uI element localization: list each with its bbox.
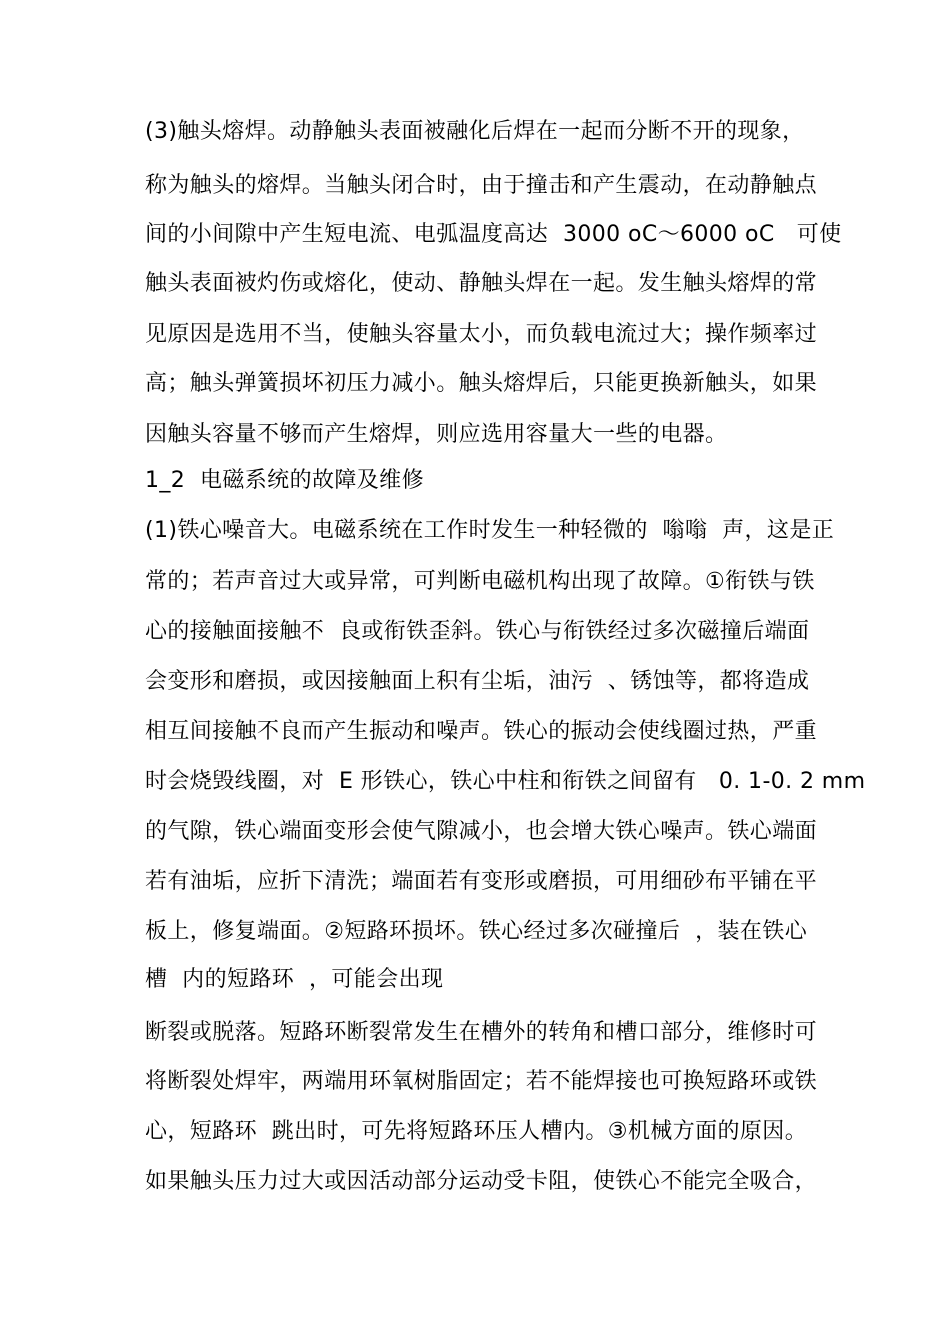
text-line: 槽 内的短路环 ，可能会出现 — [145, 967, 444, 992]
text-line: 心的接触面接触不 良或衔铁歪斜。铁心与衔铁经过多次磁撞后端面 — [145, 619, 810, 644]
text-line: 会变形和磨损，或因接触面上积有尘垢，油污 、锈蚀等，都将造成 — [145, 669, 810, 694]
text-line: 高；触头弹簧损坏初压力减小。触头熔焊后，只能更换新触头，如果 — [145, 371, 818, 396]
text-line: 称为触头的熔焊。当触头闭合时，由于撞击和产生震动，在动静触点 — [145, 173, 818, 198]
text-line: 断裂或脱落。短路环断裂常发生在槽外的转角和槽口部分，维修时可 — [145, 1020, 818, 1045]
text-line: 相互间接触不良而产生振动和噪声。铁心的振动会使线圈过热，严重 — [145, 719, 818, 744]
section-heading: 1_2 电磁系统的故障及维修 — [145, 468, 424, 493]
text-line: 见原因是选用不当，使触头容量太小，而负载电流过大；操作频率过 — [145, 322, 818, 347]
text-line: 将断裂处焊牢，两端用环氧树脂固定；若不能焊接也可换短路环或铁 — [145, 1069, 818, 1094]
text-line: 间的小间隙中产生短电流、电弧温度高达 3000 oC～6000 oC 可使 — [145, 222, 842, 247]
text-line: 心，短路环 跳出时，可先将短路环压人槽内。③机械方面的原因。 — [145, 1119, 808, 1144]
text-line: 板上，修复端面。②短路环损坏。铁心经过多次碰撞后 ，装在铁心 — [145, 919, 808, 944]
text-line: 时会烧毁线圈，对 E 形铁心，铁心中柱和衔铁之间留有 0. 1-0. 2 mm — [145, 769, 866, 794]
text-line: 常的；若声音过大或异常，可判断电磁机构出现了故障。①衔铁与铁 — [145, 569, 815, 594]
text-line: 因触头容量不够而产生熔焊，则应选用容量大一些的电器。 — [145, 422, 728, 447]
text-line: (1)铁心噪音大。电磁系统在工作时发生一种轻微的 嗡嗡 声，这是正 — [145, 518, 835, 543]
text-line: 如果触头压力过大或因活动部分运动受卡阻，使铁心不能完全吸合， — [145, 1169, 818, 1194]
text-line: (3)触头熔焊。动静触头表面被融化后焊在一起而分断不开的现象， — [145, 119, 805, 144]
text-line: 触头表面被灼伤或熔化，使动、静触头焊在一起。发生触头熔焊的常 — [145, 271, 818, 296]
text-line: 若有油垢，应折下清洗；端面若有变形或磨损，可用细砂布平铺在平 — [145, 869, 818, 894]
text-line: 的气隙，铁心端面变形会使气隙减小，也会增大铁心噪声。铁心端面 — [145, 819, 818, 844]
